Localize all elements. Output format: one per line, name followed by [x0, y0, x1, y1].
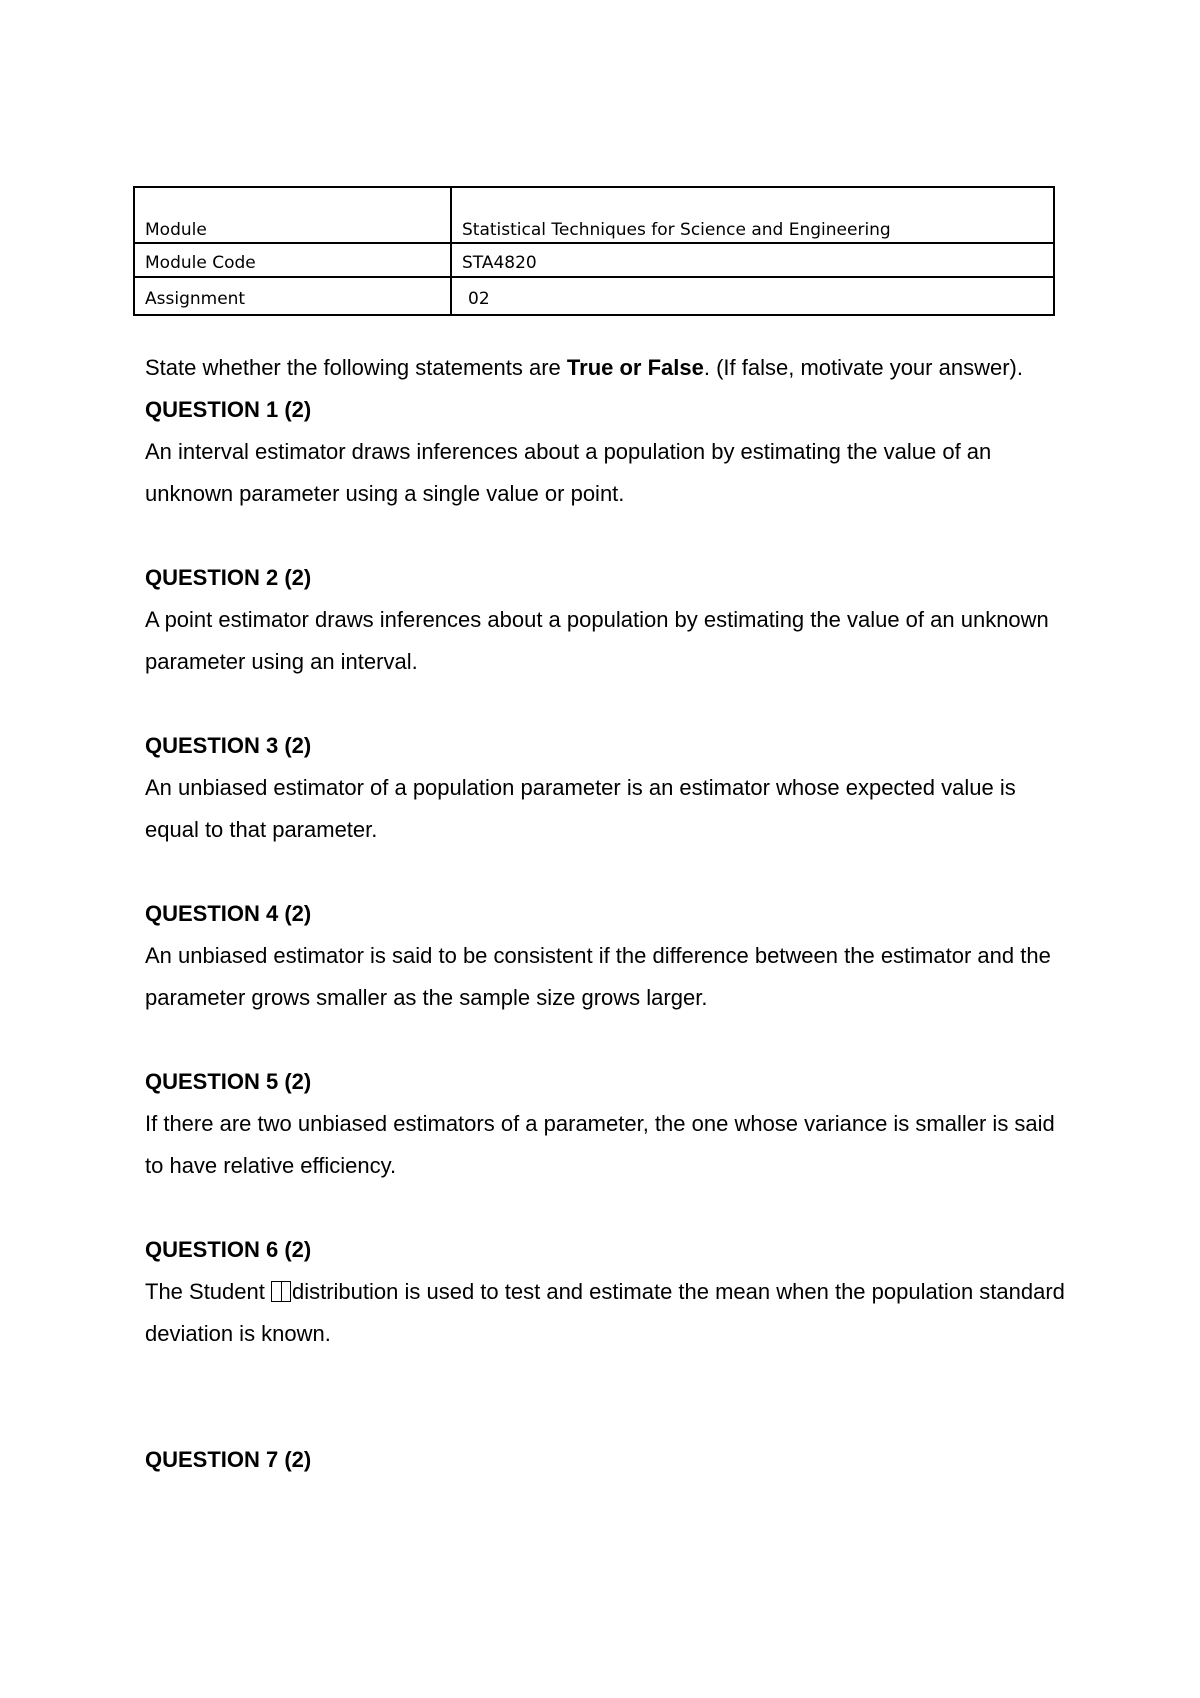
table-row: [134, 277, 1054, 315]
question-4: [145, 893, 1075, 1019]
question-5: [145, 1061, 1075, 1187]
module-value: Statistical Techniques for Science and Engineering: [451, 187, 1054, 243]
table-row: [134, 243, 1054, 277]
question-text-start: The Student: [145, 1279, 271, 1304]
question-text: A point estimator draws inferences about a population by estimating the value of an unknown parameter using an interval.: [145, 607, 1049, 674]
assignment-value: 02: [451, 277, 1054, 315]
question-1: [145, 389, 1075, 515]
instructions-text-end: . (If false, motivate your answer).: [703, 355, 1023, 380]
question-title: QUESTION 3 (2): [145, 733, 312, 758]
instructions-emphasis: True or False: [566, 355, 704, 380]
question-6: [145, 1229, 1075, 1355]
question-text-end: distribution is used to test and estimate the mean when the population standard deviation is known.: [145, 1279, 1065, 1346]
question-text: An unbiased estimator of a population parameter is an estimator whose expected value is equal to that parameter.: [145, 775, 1016, 842]
question-3: [145, 725, 1075, 851]
question-7: [145, 1439, 1075, 1481]
missing-glyph-icon: [271, 1281, 291, 1302]
question-title: QUESTION 5 (2): [145, 1069, 312, 1094]
question-title: QUESTION 1 (2): [145, 397, 312, 422]
instructions: [145, 347, 1075, 389]
module-label: Module: [134, 187, 451, 243]
question-text: If there are two unbiased estimators of a parameter, the one whose variance is smaller is said to have relative efficiency.: [145, 1111, 1055, 1178]
question-title: QUESTION 6 (2): [145, 1237, 312, 1262]
module-code-value: STA4820: [451, 243, 1054, 277]
assignment-label: Assignment: [134, 277, 451, 315]
question-title: QUESTION 7 (2): [145, 1447, 312, 1472]
question-2: [145, 557, 1075, 683]
question-text: An unbiased estimator is said to be consistent if the difference between the estimator and the parameter grows smaller as the sample size grows larger.: [145, 943, 1051, 1010]
question-title: QUESTION 2 (2): [145, 565, 312, 590]
module-code-label: Module Code: [134, 243, 451, 277]
document-body: [145, 347, 1075, 1523]
table-row: [134, 187, 1054, 243]
question-title: QUESTION 4 (2): [145, 901, 312, 926]
question-text: An interval estimator draws inferences about a population by estimating the value of an unknown parameter using a single value or point.: [145, 439, 992, 506]
instructions-text: State whether the following statements are: [145, 355, 567, 380]
module-info-table: [133, 186, 1055, 316]
question-text: [145, 1271, 1075, 1355]
